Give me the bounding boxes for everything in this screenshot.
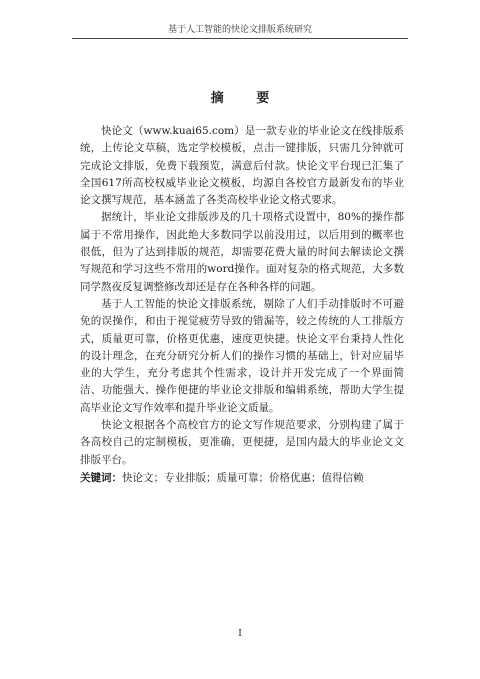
keywords-value: 快论文；专业排版；质量可靠；价格优惠；值得信赖: [122, 472, 364, 484]
keywords-line: [80, 470, 404, 486]
page-number: I: [238, 629, 242, 639]
header-rule: [72, 38, 408, 39]
abstract-paragraph-3: 基于人工智能的快论文排版系统，剔除了人们手动排版时不可避免的误操作，和由于视觉疲劳导致的错漏等，较之传统的人工排版方式，质量更可靠，价格更优惠，速度更快捷。快论文平台秉持人性化的设计理念，在充分研究分析人们的操作习惯的基础上，针对应届毕业的大学生，充分考虑其个性需求，设计并开发完成了一个界面简洁、功能强大、操作便捷的毕业论文排版和编辑系统，帮助大学生提高毕业论文写作效率和提升毕业论文质量。: [80, 297, 404, 414]
running-header: 基于人工智能的快论文排版系统研究: [167, 25, 312, 35]
abstract-paragraph-1: 快论文（www.kuai65.com）是一款专业的毕业论文在线排版系统，上传论文草稿，选定学校模板，点击一键排版，只需几分钟就可完成论文排版，免费下载预览，满意后付款。快论文平台现已汇集了全国617所高校权威毕业论文模板，均源自各校官方最新发布的毕业论文撰写规范，基本涵盖了各类高校毕业论文格式要求。: [80, 125, 404, 207]
abstract-title: 摘 要: [210, 91, 284, 106]
keywords-label: 关键词：: [80, 472, 122, 484]
abstract-body: [80, 123, 404, 469]
abstract-paragraph-4: 快论文根据各个高校官方的论文写作规范要求，分别构建了属于各高校自己的定制模板，更准确，更便捷，是国内最大的毕业论文文排版平台。: [80, 419, 404, 466]
abstract-paragraph-2: 据统计，毕业论文排版涉及的几十项格式设置中，80%的操作都属于不常用操作，因此绝大多数同学以前没用过，以后用到的概率也很低，但为了达到排版的规范，却需要花费大量的时间去解读论文撰写规范和学习这些不常用的word操作。面对复杂的格式规范，大多数同学熬夜反复调整修改却还是存在各种各样的问题。: [80, 211, 404, 293]
